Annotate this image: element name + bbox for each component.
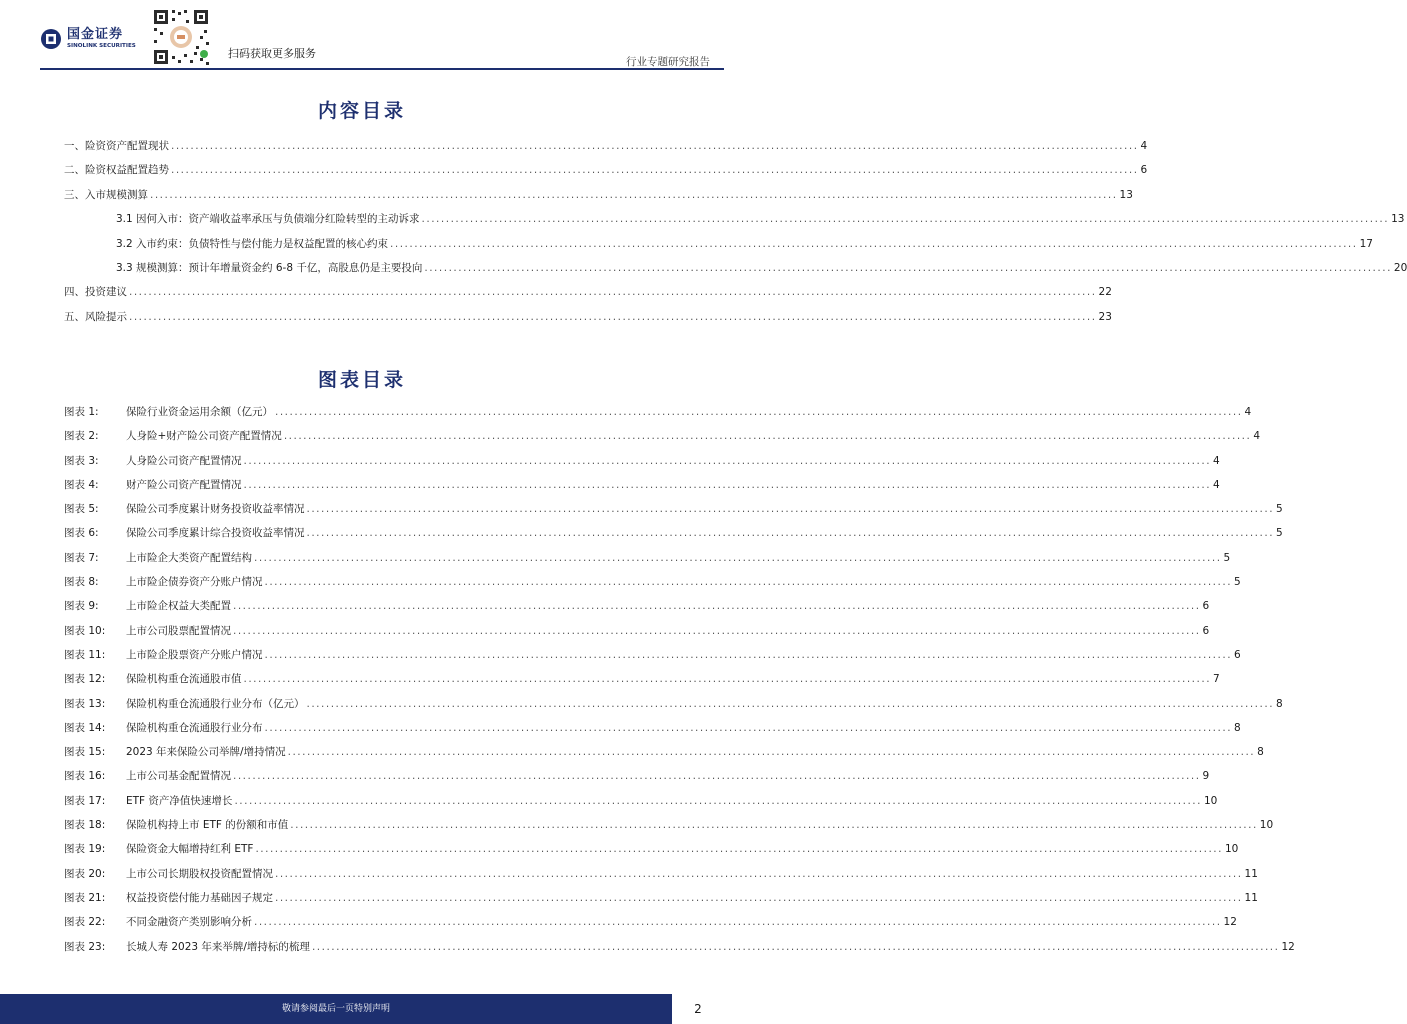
figure-number: 图表 9: [64, 600, 99, 613]
figure-number: 图表 8: [64, 576, 99, 589]
dot-leader [275, 892, 1243, 904]
scan-for-services-text: 扫码获取更多服务 [228, 47, 316, 60]
figure-page: 8 [1257, 746, 1264, 759]
figure-page: 10 [1259, 819, 1274, 832]
toc-subentry[interactable] [64, 236, 1373, 260]
page-number: 2 [694, 1002, 702, 1016]
figure-title: 人身险公司资产配置情况 [126, 454, 242, 467]
dot-leader [234, 795, 1202, 807]
qr-code-icon[interactable] [150, 6, 212, 68]
figure-entry[interactable] [64, 477, 1220, 501]
figure-page: 8 [1276, 697, 1283, 710]
toc-entry[interactable] [64, 138, 1148, 162]
figure-entry[interactable] [64, 817, 1274, 841]
figure-title: 保险机构重仓流通股行业分布 [126, 721, 263, 734]
toc-subentry[interactable] [64, 260, 1407, 284]
figure-number: 图表 17: [64, 794, 106, 807]
figure-number: 图表 18: [64, 819, 106, 832]
figure-number: 图表 20: [64, 867, 106, 880]
toc-entry-page: 6 [1140, 164, 1148, 177]
toc-entry-label: 3.3 规模测算：预计年增量资金约 6-8 千亿，高股息仍是主要投向 [116, 261, 423, 274]
figure-title: 保险公司季度累计财务投资收益率情况 [126, 503, 305, 516]
dot-leader [244, 673, 1212, 685]
figure-number: 图表 23: [64, 940, 106, 953]
figure-title: 上市公司股票配置情况 [126, 624, 231, 637]
figure-entry[interactable] [64, 841, 1239, 865]
contents-title: 内容目录 [317, 100, 406, 122]
figure-entry[interactable] [64, 866, 1258, 890]
toc-entry-page: 17 [1359, 237, 1373, 250]
figure-page: 5 [1223, 551, 1231, 564]
figure-number: 图表 7: [64, 551, 99, 564]
toc-entry[interactable] [64, 187, 1133, 211]
figure-number: 图表 5: [64, 503, 99, 516]
figure-page: 6 [1234, 648, 1241, 661]
dot-leader [255, 843, 1223, 855]
dot-leader [244, 479, 1212, 491]
dot-leader [129, 286, 1097, 298]
figure-number: 图表 11: [64, 648, 106, 661]
footer-bar [0, 994, 672, 1024]
figure-page: 4 [1213, 478, 1220, 491]
figure-title: 长城人寿 2023 年来举牌/增持标的梳理 [126, 940, 310, 953]
figure-title: 上市险企权益大类配置 [126, 600, 231, 613]
header-divider [40, 68, 724, 70]
toc-entry-label: 3.1 因何入市：资产端收益率承压与负债端分红险转型的主动诉求 [116, 213, 420, 226]
toc-entry-page: 13 [1391, 213, 1405, 226]
figure-title: 上市公司基金配置情况 [126, 770, 231, 783]
toc-subentry[interactable] [64, 211, 1405, 235]
toc-entry-page: 22 [1098, 286, 1112, 299]
dot-leader [307, 527, 1275, 539]
toc-entry-label: 三、入市规模测算 [64, 188, 148, 201]
figure-title: 上市险企债券资产分账户情况 [126, 576, 263, 589]
figure-page: 6 [1202, 624, 1210, 637]
figure-number: 图表 2: [64, 430, 99, 443]
figure-title: ETF 资产净值快速增长 [126, 794, 233, 807]
toc-entry-page: 13 [1119, 188, 1133, 201]
figure-page: 4 [1213, 454, 1220, 467]
report-type-label: 行业专题研究报告 [626, 56, 710, 68]
dot-leader [275, 406, 1243, 418]
page-header [0, 0, 724, 70]
figure-number: 图表 4: [64, 478, 99, 491]
toc-entry-page: 20 [1393, 261, 1407, 274]
figure-entry[interactable] [64, 696, 1283, 720]
figure-page: 5 [1276, 527, 1283, 540]
figure-title: 权益投资偿付能力基础因子规定 [126, 891, 273, 904]
dot-leader [129, 311, 1097, 323]
figure-number: 图表 1: [64, 406, 99, 418]
sinolink-logo-icon [40, 28, 62, 50]
figure-page: 4 [1253, 430, 1261, 443]
figure-entry[interactable] [64, 793, 1218, 817]
dot-leader [171, 140, 1139, 152]
dot-leader [265, 649, 1233, 661]
figure-page: 12 [1223, 916, 1237, 929]
figure-title: 2023 年来保险公司举牌/增持情况 [126, 746, 286, 759]
footer-disclaimer: 敬请参阅最后一页特别声明 [281, 1004, 390, 1014]
figure-title: 不同金融资产类别影响分析 [126, 916, 252, 929]
figure-page: 10 [1203, 794, 1218, 807]
dot-leader [290, 819, 1258, 831]
dot-leader [275, 868, 1243, 880]
dot-leader [284, 430, 1252, 442]
dot-leader [171, 164, 1139, 176]
figure-entry[interactable] [64, 501, 1283, 525]
figure-number: 图表 14: [64, 721, 106, 734]
figure-entry[interactable] [64, 647, 1241, 671]
dot-leader [233, 625, 1201, 637]
figure-title: 保险机构重仓流通股行业分布（亿元） [126, 697, 305, 710]
dot-leader [390, 238, 1358, 250]
dot-leader [307, 698, 1275, 710]
company-logo [40, 28, 136, 50]
dot-leader [312, 941, 1280, 953]
figure-entry[interactable] [64, 890, 1258, 914]
toc-entry[interactable] [64, 309, 1112, 333]
figure-entry[interactable] [64, 768, 1210, 792]
dot-leader [150, 189, 1118, 201]
figure-title: 财产险公司资产配置情况 [126, 478, 242, 491]
dot-leader [254, 552, 1222, 564]
figure-entry[interactable] [64, 404, 1252, 428]
figure-page: 11 [1244, 891, 1258, 904]
figure-title: 上市公司长期股权投资配置情况 [126, 867, 273, 880]
figure-number: 图表 13: [64, 697, 106, 710]
figure-page: 5 [1276, 503, 1283, 516]
dot-leader [307, 503, 1275, 515]
figure-entry[interactable] [64, 623, 1210, 647]
toc-entry-label: 四、投资建议 [64, 286, 127, 299]
dot-leader [422, 213, 1390, 225]
figure-title: 保险机构重仓流通股市值 [126, 673, 242, 686]
toc-entry-label: 五、风险提示 [64, 310, 127, 323]
figure-entry[interactable] [64, 574, 1241, 598]
figure-number: 图表 19: [64, 843, 106, 856]
figure-entry[interactable] [64, 598, 1210, 622]
figures-title: 图表目录 [317, 369, 406, 391]
figure-title: 人身险+财产险公司资产配置情况 [126, 430, 282, 443]
figure-number: 图表 6: [64, 527, 99, 540]
figure-page: 11 [1244, 867, 1258, 880]
figure-entry[interactable] [64, 671, 1220, 695]
figure-entry[interactable] [64, 550, 1231, 574]
figure-entry[interactable] [64, 453, 1220, 477]
figure-page: 6 [1202, 600, 1210, 613]
figure-number: 图表 22: [64, 916, 106, 929]
toc-entry-page: 4 [1140, 140, 1148, 152]
figure-number: 图表 12: [64, 673, 106, 686]
dot-leader [265, 722, 1233, 734]
dot-leader [265, 576, 1233, 588]
toc-entry[interactable] [64, 284, 1112, 308]
figure-number: 图表 16: [64, 770, 106, 783]
dot-leader [244, 455, 1212, 467]
toc-entry-label: 3.2 入市约束：负债特性与偿付能力是权益配置的核心约束 [116, 237, 389, 250]
figure-number: 图表 3: [64, 454, 99, 467]
figure-number: 图表 10: [64, 624, 106, 637]
figure-number: 图表 21: [64, 891, 106, 904]
figure-entry[interactable] [64, 744, 1264, 768]
figure-entry[interactable] [64, 939, 1295, 963]
figure-title: 上市险企股票资产分账户情况 [126, 648, 263, 661]
figure-page: 4 [1244, 406, 1252, 418]
figure-title: 上市险企大类资产配置结构 [126, 551, 252, 564]
dot-leader [233, 600, 1201, 612]
toc-entry[interactable] [64, 162, 1148, 186]
figure-title: 保险行业资金运用余额（亿元） [126, 406, 273, 418]
dot-leader [233, 770, 1201, 782]
figure-entry[interactable] [64, 525, 1283, 549]
figures-list [64, 404, 1295, 963]
figure-page: 5 [1234, 576, 1241, 589]
figure-number: 图表 15: [64, 746, 106, 759]
logo-chinese-name: 国金证券 [67, 27, 124, 42]
figure-page: 9 [1202, 770, 1210, 783]
toc-entry-label: 二、险资权益配置趋势 [64, 164, 169, 177]
figure-entry[interactable] [64, 428, 1261, 452]
figure-title: 保险公司季度累计综合投资收益率情况 [126, 527, 305, 540]
toc-entry-page: 23 [1098, 310, 1112, 323]
contents-list [64, 138, 1407, 333]
dot-leader [424, 262, 1392, 274]
figure-page: 12 [1281, 940, 1295, 953]
dot-leader [288, 746, 1256, 758]
logo-english-name: SINOLINK SECURITIES [67, 43, 136, 49]
toc-entry-label: 一、险资资产配置现状 [64, 140, 169, 152]
figure-page: 8 [1234, 721, 1241, 734]
figure-entry[interactable] [64, 914, 1237, 938]
figure-title: 保险机构持上市 ETF 的份额和市值 [126, 819, 289, 832]
figure-page: 10 [1224, 843, 1239, 856]
figure-page: 7 [1213, 673, 1220, 686]
figure-entry[interactable] [64, 720, 1241, 744]
figure-title: 保险资金大幅增持红利 ETF [126, 843, 254, 856]
dot-leader [254, 916, 1222, 928]
